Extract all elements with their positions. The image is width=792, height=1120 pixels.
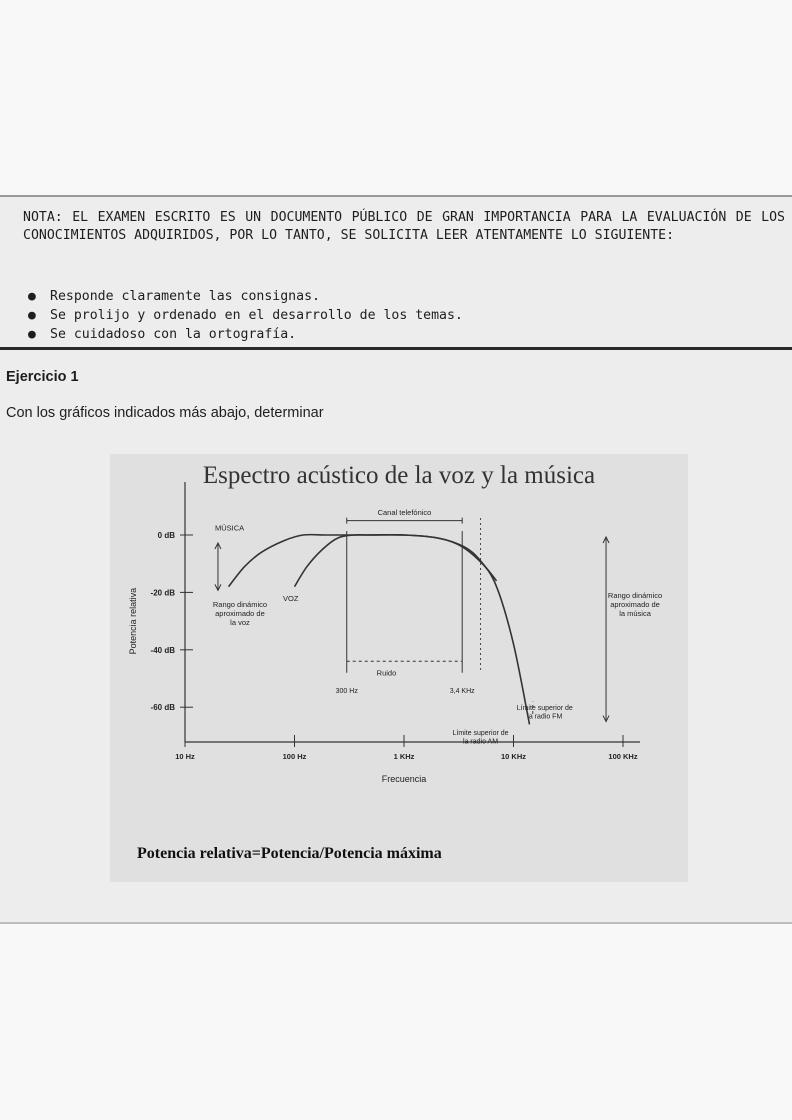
figure-caption: Potencia relativa=Potencia/Potencia máxima	[137, 845, 442, 862]
rule-item	[26, 287, 463, 306]
spectrum-chart	[110, 454, 688, 882]
rule-text: Se cuidadoso con la ortografía.	[50, 327, 297, 342]
y-tick-label: -40 dB	[150, 645, 175, 655]
rango-musica-label-line: Rango dinámico	[607, 591, 663, 601]
rule-text: Se prolijo y ordenado en el desarrollo de los temas.	[50, 308, 463, 323]
y-tick-label: -20 dB	[150, 588, 175, 598]
rule-item	[26, 325, 463, 344]
series-label: MÚSICA	[215, 523, 245, 533]
rango-musica-label	[608, 591, 662, 618]
bullet-icon: ●	[28, 289, 36, 304]
nota-text: NOTA: EL EXAMEN ESCRITO ES UN DOCUMENTO PÚBLICO DE GRAN IMPORTANCIA PARA LA EVALUACIÓN DE LOS CONOCIMIENTOS ADQUIRIDOS, POR LO TANTO, SE SOLICITA LEER ATENTAMENTE LO SIGUIENTE:	[23, 210, 785, 243]
fm-limit-label	[517, 705, 573, 721]
series-música-line	[229, 535, 530, 725]
fm-limit-label-line: la radio FM	[527, 713, 563, 721]
canal-high-label: 3,4 KHz	[449, 687, 475, 695]
rango-musica-label-line: aproximado de	[610, 600, 660, 610]
am-limit-label-line: Límite superior de	[452, 730, 509, 737]
canal-label: Canal telefónico	[377, 507, 432, 517]
spectrum-figure	[110, 454, 688, 882]
x-tick-label: 100 Hz	[282, 752, 307, 761]
x-axis-label: Frecuencia	[381, 774, 427, 784]
rango-voz-label-line: Rango dinámico	[212, 599, 268, 609]
y-tick-label: 0 dB	[157, 531, 175, 540]
y-tick-label: -60 dB	[150, 703, 175, 713]
x-tick-label: 100 KHz	[608, 752, 638, 761]
ruido-label: Ruido	[376, 668, 397, 678]
rango-voz-label	[213, 600, 267, 627]
am-limit-label	[453, 730, 509, 746]
rango-musica-label-line: la música	[619, 609, 651, 619]
series-label: VOZ	[283, 594, 299, 604]
bullet-icon: ●	[28, 327, 36, 342]
rule-item	[26, 306, 463, 325]
exercise-description: Con los gráficos indicados más abajo, determinar	[6, 405, 324, 421]
y-axis-label: Potencia relativa	[128, 587, 138, 655]
x-tick-label: 10 Hz	[175, 752, 195, 761]
rango-voz-label-line: aproximado de	[215, 608, 265, 618]
am-limit-label-line: la radio AM	[463, 738, 499, 746]
nota-box	[0, 197, 792, 350]
figure-title: Espectro acústico de la voz y la música	[202, 462, 596, 489]
bullet-icon: ●	[28, 308, 36, 323]
canal-low-label: 300 Hz	[335, 687, 358, 695]
series-voz-line	[295, 535, 497, 587]
x-tick-label: 10 KHz	[500, 752, 527, 761]
fm-limit-label-line: Límite superior de	[516, 705, 573, 712]
rules-list	[26, 287, 463, 344]
rango-voz-label-line: la voz	[230, 617, 250, 627]
rule-text: Responde claramente las consignas.	[50, 289, 320, 304]
x-tick-label: 1 KHz	[393, 752, 415, 761]
exam-sheet	[0, 195, 792, 924]
exercise-title: Ejercicio 1	[6, 369, 79, 385]
